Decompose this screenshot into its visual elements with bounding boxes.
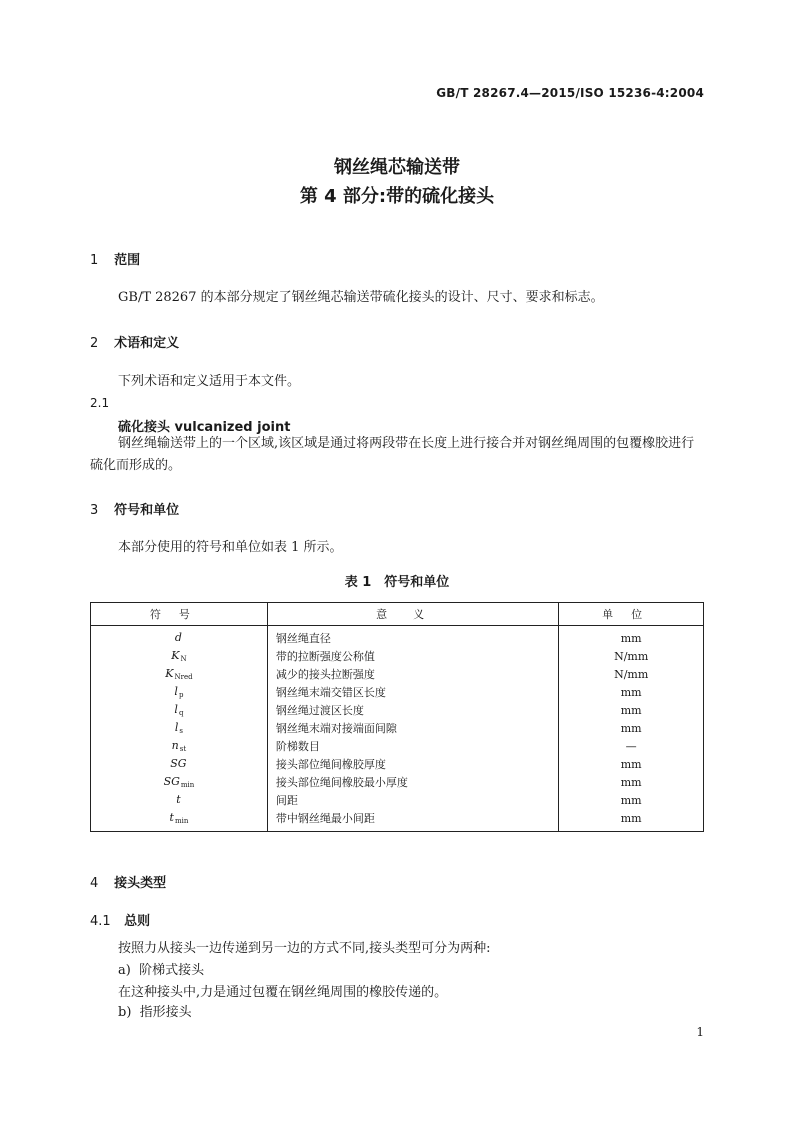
table-row	[91, 737, 704, 755]
table-row	[91, 809, 704, 832]
table-row	[91, 791, 704, 809]
section-3-heading	[90, 499, 179, 518]
symbol-cell	[91, 773, 268, 791]
symbol: SG	[170, 757, 187, 770]
symbols-table	[90, 602, 704, 832]
joint-types-intro: 按照力从接头一边传递到另一边的方式不同,接头类型可分为两种:	[118, 941, 491, 956]
meaning-cell: 接头部位绳间橡胶最小厚度	[267, 773, 559, 791]
term-number: 2.1	[90, 396, 110, 410]
section-number: 4	[90, 876, 99, 891]
page-number: 1	[696, 1025, 704, 1039]
meaning-cell: 钢丝绳直径	[267, 626, 559, 648]
table-row	[91, 755, 704, 773]
section-title: 符号和单位	[114, 503, 180, 518]
standard-code: GB/T 28267.4—2015/ISO 15236-4:2004	[436, 86, 704, 100]
unit-cell: N/mm	[559, 665, 704, 683]
symbol: d	[174, 631, 182, 644]
symbol: l	[174, 685, 178, 698]
meaning-cell: 钢丝绳末端对接端面间隙	[267, 719, 559, 737]
section-4-heading	[90, 872, 166, 891]
symbol: n	[171, 739, 179, 752]
symbol: SG	[163, 775, 180, 788]
table-row	[91, 647, 704, 665]
table-caption: 表 1 符号和单位	[344, 575, 450, 590]
document-title: 钢丝绳芯输送带	[334, 157, 460, 178]
symbol-cell	[91, 791, 268, 809]
symbol-subscript: min	[180, 781, 195, 789]
unit-cell: mm	[559, 755, 704, 773]
unit-cell: mm	[559, 626, 704, 648]
meaning-cell: 减少的接头拉断强度	[267, 665, 559, 683]
section-title: 接头类型	[114, 876, 167, 891]
header-meaning: 意义	[267, 603, 559, 626]
unit-cell: —	[559, 737, 704, 755]
symbol-subscript: min	[174, 817, 189, 825]
list-item-label: 指形接头	[139, 1005, 192, 1020]
table-row	[91, 626, 704, 648]
symbol: K	[165, 667, 174, 680]
document-subtitle: 第 4 部分:带的硫化接头	[299, 186, 495, 207]
unit-cell: mm	[559, 791, 704, 809]
term-name: 硫化接头 vulcanized joint	[118, 420, 291, 435]
list-item-a	[90, 960, 704, 982]
subsection-number: 4.1	[90, 914, 111, 929]
symbol-cell	[91, 647, 268, 665]
table-header-row	[91, 603, 704, 626]
terms-intro: 下列术语和定义适用于本文件。	[118, 374, 301, 389]
section-2-heading	[90, 332, 179, 351]
term-definition: 钢丝绳输送带上的一个区域,该区域是通过将两段带在长度上进行接合并对钢丝绳周围的包覆橡胶进行硫化而形成的。	[90, 436, 695, 473]
symbol-subscript: N	[180, 655, 187, 663]
symbol-subscript: Nred	[174, 673, 193, 681]
table-row	[91, 719, 704, 737]
symbol: l	[174, 703, 178, 716]
meaning-cell: 带中钢丝绳最小间距	[267, 809, 559, 832]
list-marker: b)	[118, 1005, 132, 1020]
symbol: t	[176, 793, 181, 806]
symbol-subscript: s	[179, 727, 183, 735]
table-row	[91, 665, 704, 683]
unit-cell: mm	[559, 683, 704, 701]
section-number: 3	[90, 503, 99, 518]
list-item-label: 阶梯式接头	[139, 963, 205, 978]
meaning-cell: 接头部位绳间橡胶厚度	[267, 755, 559, 773]
symbol-cell	[91, 737, 268, 755]
list-marker: a)	[118, 963, 131, 978]
symbol-subscript: q	[178, 709, 184, 717]
section-1-heading	[90, 249, 140, 268]
unit-cell: N/mm	[559, 647, 704, 665]
symbol: l	[174, 721, 179, 734]
section-4-1-heading	[90, 910, 150, 929]
meaning-cell: 阶梯数目	[267, 737, 559, 755]
meaning-cell: 间距	[267, 791, 559, 809]
section-title: 术语和定义	[114, 336, 180, 351]
symbol: K	[171, 649, 180, 662]
header-unit: 单位	[559, 603, 704, 626]
table-row	[91, 773, 704, 791]
symbol: t	[169, 811, 174, 824]
symbol-cell	[91, 701, 268, 719]
symbol-subscript: p	[178, 691, 184, 699]
meaning-cell: 钢丝绳过渡区长度	[267, 701, 559, 719]
symbol-subscript: st	[179, 745, 187, 753]
section-title: 范围	[114, 253, 141, 268]
table-row	[91, 701, 704, 719]
subsection-title: 总则	[124, 914, 151, 929]
header-symbol: 符号	[91, 603, 268, 626]
unit-cell: mm	[559, 701, 704, 719]
symbol-cell	[91, 719, 268, 737]
symbols-intro: 本部分使用的符号和单位如表 1 所示。	[118, 540, 343, 555]
meaning-cell: 钢丝绳末端交错区长度	[267, 683, 559, 701]
unit-cell: mm	[559, 719, 704, 737]
symbol-cell	[91, 626, 268, 648]
list-item-b	[90, 1002, 704, 1024]
meaning-cell: 带的拉断强度公称值	[267, 647, 559, 665]
unit-cell: mm	[559, 773, 704, 791]
symbol-cell	[91, 665, 268, 683]
section-number: 1	[90, 253, 99, 268]
symbol-cell	[91, 683, 268, 701]
list-item-a-text: 在这种接头中,力是通过包覆在钢丝绳周围的橡胶传递的。	[118, 985, 448, 1000]
section-number: 2	[90, 336, 99, 351]
symbol-cell	[91, 755, 268, 773]
table-row	[91, 683, 704, 701]
symbol-cell	[91, 809, 268, 832]
unit-cell: mm	[559, 809, 704, 832]
scope-paragraph: GB/T 28267 的本部分规定了钢丝绳芯输送带硫化接头的设计、尺寸、要求和标志。	[118, 290, 604, 305]
